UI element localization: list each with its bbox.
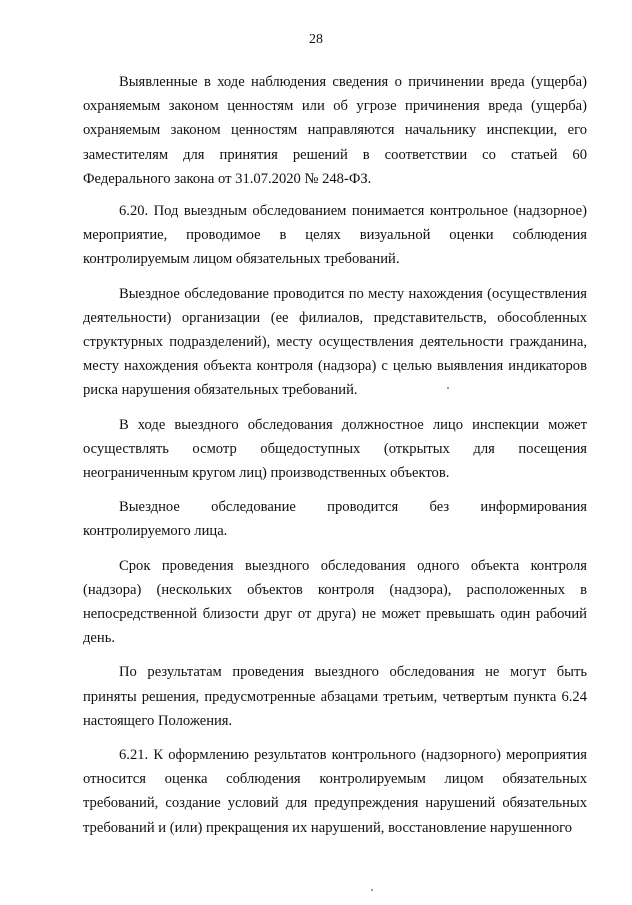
paragraph-duration: Срок проведения выездного обследования одного объекта контроля (надзора) (нескольких объектов контроля (надзора), расположенных в непосредственной близости друг от друга) не может превышать один рабочий день. bbox=[83, 557, 587, 647]
page-number: 28 bbox=[309, 32, 323, 47]
document-body bbox=[83, 70, 587, 840]
paragraph-6-21: 6.21. К оформлению результатов контрольного (надзорного) мероприятия относится оценка соблюдения контролируемым лицом обязательных требований, создание условий для предупреждения нарушений обязательных требований и (или) прекращения их нарушений, восстановление нарушенного bbox=[83, 747, 587, 836]
paragraph-6-20: 6.20. Под выездным обследованием понимается контрольное (надзорное) мероприятие, проводимое в целях визуальной оценки соблюдения контролируемым лицом обязательных требований. bbox=[83, 203, 587, 268]
scan-speck bbox=[371, 889, 373, 891]
paragraph-no-informing: Выездное обследование проводится без информирования контролируемого лица. bbox=[83, 499, 587, 540]
paragraph-inspection-inspector: В ходе выездного обследования должностное лицо инспекции может осуществлять осмотр общедоступных (открытых для посещения неограниченным кругом лиц) производственных объектов. bbox=[83, 416, 587, 482]
paragraph-decisions: По результатам проведения выездного обследования не могут быть приняты решения, предусмотренные абзацами третьим, четвертым пункта 6.24 настоящего Положения. bbox=[83, 664, 587, 729]
paragraph-inspection-location: Выездное обследование проводится по месту нахождения (осуществления деятельности) организации (ее филиалов, представительств, обособленных структурных подразделений), месту осуществления деятельности гражданина, месту нахождения объекта контроля (надзора) с целью выявления индикаторов риска нарушения обязательных требований. bbox=[83, 285, 587, 399]
scan-speck bbox=[447, 387, 449, 389]
paragraph-observation-results: Выявленные в ходе наблюдения сведения о причинении вреда (ущерба) охраняемым законом ценностям или об угрозе причинения вреда (ущерба) охраняемым законом ценностям направляются начальнику инспекции, его заместителям для принятия решений в соответствии со статьей 60 Федерального закона от 31.07.2020 № 248-ФЗ. bbox=[83, 74, 587, 187]
